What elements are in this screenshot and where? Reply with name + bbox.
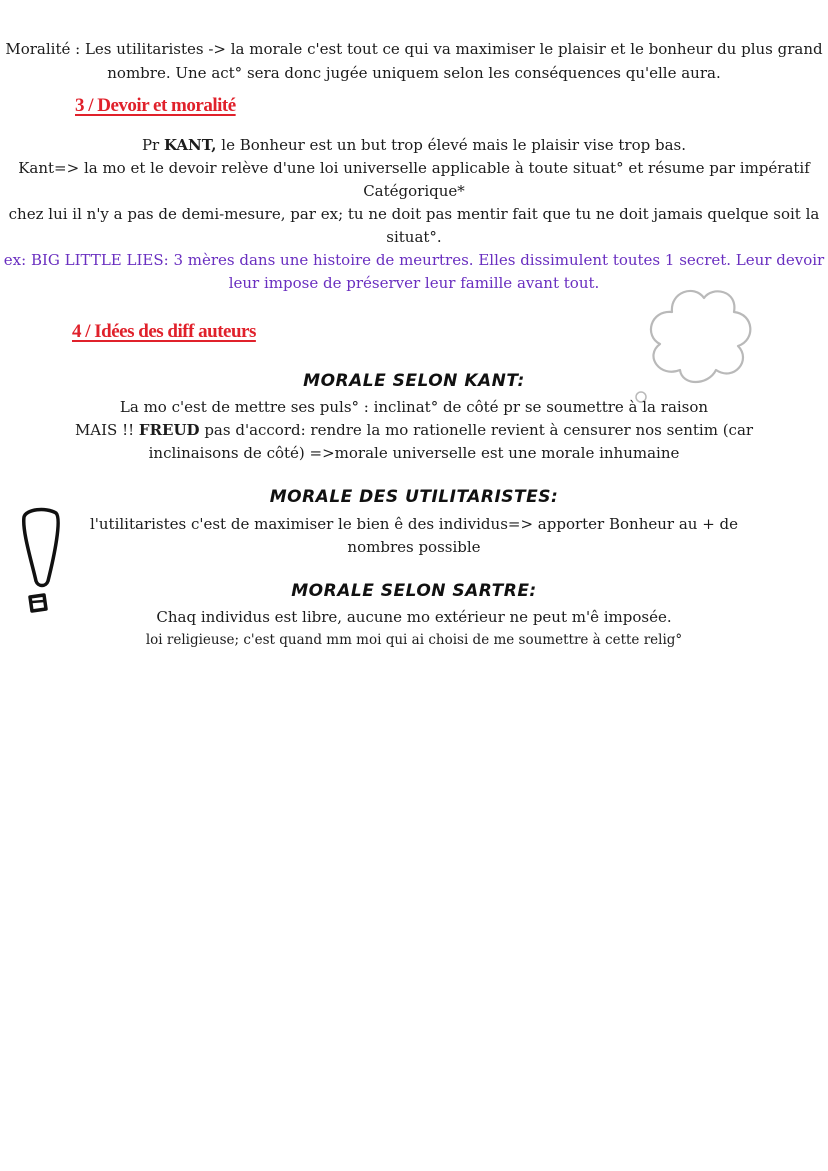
kant-line-2-pre: MAIS !! [74, 421, 139, 439]
section-3-line-2: Kant=> la mo et le devoir relève d'une loi universelle applicable à toute situat° et résume par impératif [18, 159, 810, 177]
utilitaristes-title: MORALE DES UTILITARISTES: [269, 487, 559, 507]
section-3-line-1 [0, 134, 828, 156]
kant-line-3: inclinaisons de côté) =>morale universelle est une morale inhumaine [148, 444, 680, 462]
kant-line-2-post: pas d'accord: rendre la mo rationelle revient à censurer nos sentim (car [199, 421, 754, 439]
freud-name: FREUD [138, 421, 200, 439]
exclamation-doodle-icon [16, 505, 72, 617]
sartre-line-2: loi religieuse; c'est quand mm moi qui ai choisi de me soumettre à cette relig° [145, 632, 683, 648]
section-3-line-5: situat°. [386, 228, 442, 246]
section-4-heading: 4 / Idées des diff auteurs [72, 321, 256, 342]
utilitaristes-line-2: nombres possible [347, 538, 481, 556]
kant-name: KANT, [163, 136, 217, 154]
intro-line-1: Moralité : Les utilitaristes -> la morale c'est tout ce qui va maximiser le plaisir et le bonheur du plus grand [5, 40, 823, 58]
utilitaristes-line-1: l'utilitaristes c'est de maximiser le bien ê des individus=> apporter Bonheur au + de [89, 515, 739, 533]
kant-line-1: La mo c'est de mettre ses puls° : inclinat° de côté pr se soumettre à la raison [119, 398, 709, 416]
section-3-line-1-pre: Pr [141, 136, 164, 154]
kant-title: MORALE SELON KANT: [303, 371, 525, 391]
section-3-line-1-post: le Bonheur est un but trop élevé mais le plaisir vise trop bas. [216, 136, 687, 154]
example-line-1: ex: BIG LITTLE LIES: 3 mères dans une histoire de meurtres. Elles dissimulent toutes 1 secret. Leur devoir [3, 251, 825, 269]
kant-line-2 [0, 419, 828, 441]
example-line-2: leur impose de préserver leur famille avant tout. [228, 274, 600, 292]
sartre-line-1: Chaq individus est libre, aucune mo extérieur ne peut m'ê imposée. [156, 608, 672, 626]
section-3-line-3: Catégorique* [363, 182, 465, 200]
section-3-line-4: chez lui il n'y a pas de demi-mesure, par ex; tu ne doit pas mentir fait que tu ne doit jamais quelque soit la [8, 205, 820, 223]
intro-line-2: nombre. Une act° sera donc jugée uniquem selon les conséquences qu'elle aura. [107, 64, 721, 82]
sartre-title: MORALE SELON SARTRE: [291, 581, 537, 601]
section-3-heading: 3 / Devoir et moralité [75, 95, 236, 116]
